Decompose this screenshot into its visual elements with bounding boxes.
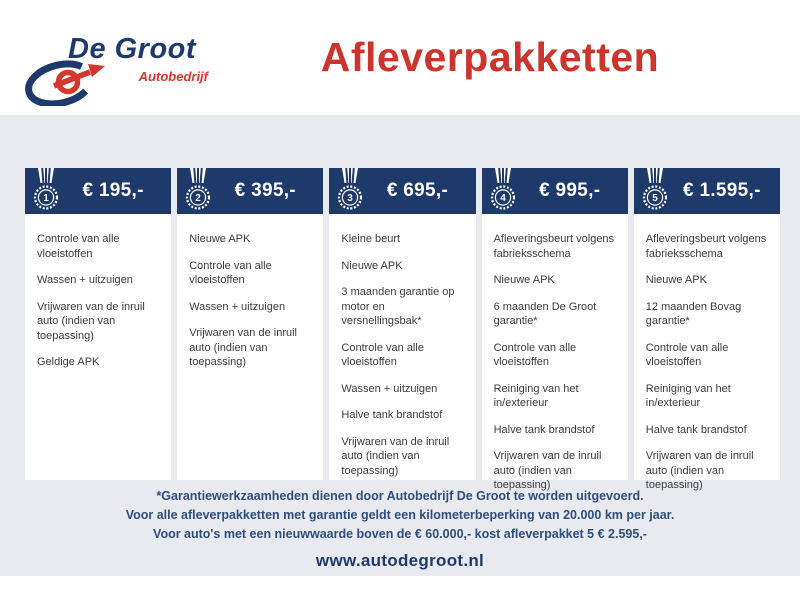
disclaimer-line-3: Voor auto's met een nieuwwaarde boven de € 60.000,- kost afleverpakket 5 € 2.595,- (153, 526, 647, 541)
package-item: Vrijwaren van de inruil auto (indien van toepassing) (341, 435, 450, 477)
package-item: Wassen + uitzuigen (37, 274, 133, 287)
package-card-5 (634, 168, 780, 492)
package-items (482, 214, 628, 493)
package-items (329, 214, 475, 478)
package-item: Nieuwe APK (189, 233, 251, 245)
package-item: Nieuwe APK (645, 274, 707, 287)
disclaimer-line-2: Voor alle afleverpakketten met garantie geldt een kilometerbeperking van 20.000 km per jaar. (125, 507, 675, 522)
package-header-5 (634, 168, 780, 214)
medal-number: 1 (43, 193, 49, 205)
package-price: € 995,- (539, 180, 601, 201)
medal-number: 4 (499, 193, 506, 205)
package-item: Vrijwaren van de inruil auto (indien van toepassing) (189, 327, 297, 369)
package-card-2 (177, 168, 323, 480)
package-item: Afleveringsbeurt volgens fabrieksschema (493, 233, 615, 260)
logo-subtitle: Autobedrijf (138, 69, 208, 84)
package-item: Halve tank brandstof (645, 423, 747, 436)
package-item: Halve tank brandstof (493, 423, 595, 436)
package-items (25, 214, 171, 370)
package-item: Controle van alle vloeistoffen (37, 233, 120, 260)
package-cards (25, 168, 780, 492)
package-header-1 (25, 168, 171, 214)
package-card-1 (25, 168, 171, 480)
medal-5-icon (640, 168, 670, 214)
package-header-2 (177, 168, 323, 214)
medal-number: 2 (195, 193, 201, 205)
package-card-4 (482, 168, 628, 492)
package-price: € 695,- (386, 180, 449, 201)
disclaimer-line-1: *Garantiewerkzaamheden dienen door Autobedrijf De Groot te worden uitgevoerd. (156, 489, 644, 503)
dealer-logo (26, 33, 216, 108)
package-item: 3 maanden garantie op motor en versnellingsbak* (341, 286, 455, 328)
logo-name: De Groot (68, 33, 197, 65)
website-text: www.autodegroot.nl (315, 551, 485, 570)
package-price: € 1.595,- (683, 180, 761, 201)
package-item: Nieuwe APK (341, 259, 403, 272)
package-item: Reiniging van het in/exterieur (645, 382, 731, 410)
package-item: Wassen + uitzuigen (189, 300, 286, 313)
medal-number: 5 (652, 193, 658, 205)
package-item: Vrijwaren van de inruil auto (indien van toepassing) (645, 450, 754, 492)
package-header-4 (482, 168, 628, 214)
package-item: Vrijwaren van de inruil auto (indien van toepassing) (493, 450, 602, 492)
medal-1-icon (31, 168, 61, 214)
medal-2-icon (183, 168, 213, 214)
package-item: Kleine beurt (341, 233, 401, 245)
package-price: € 395,- (234, 180, 296, 201)
package-item: 6 maanden De Groot garantie* (493, 300, 597, 328)
package-price: € 195,- (82, 180, 144, 201)
package-items (634, 214, 780, 493)
medal-number: 3 (347, 193, 354, 205)
medal-4-icon (488, 168, 518, 214)
package-item: Afleveringsbeurt volgens fabrieksschema (645, 233, 767, 260)
page-title: Afleverpakketten (320, 34, 660, 80)
disclaimer (0, 487, 800, 543)
package-item: Controle van alle vloeistoffen (493, 341, 577, 369)
package-item: Vrijwaren van de inruil auto (indien van toepassing) (37, 300, 145, 342)
package-item: Wassen + uitzuigen (341, 382, 438, 395)
package-item: Halve tank brandstof (341, 409, 443, 422)
package-item: Nieuwe APK (493, 274, 555, 287)
package-item: Geldige APK (37, 356, 100, 369)
package-item: 12 maanden Bovag garantie* (645, 300, 742, 328)
package-item: Reiniging van het in/exterieur (493, 382, 579, 410)
package-header-3 (329, 168, 475, 214)
package-item: Controle van alle vloeistoffen (341, 341, 424, 369)
package-items (177, 214, 323, 370)
package-item: Controle van alle vloeistoffen (645, 341, 729, 369)
package-card-3 (329, 168, 475, 480)
medal-3-icon (335, 168, 365, 214)
package-item: Controle van alle vloeistoffen (189, 259, 272, 287)
